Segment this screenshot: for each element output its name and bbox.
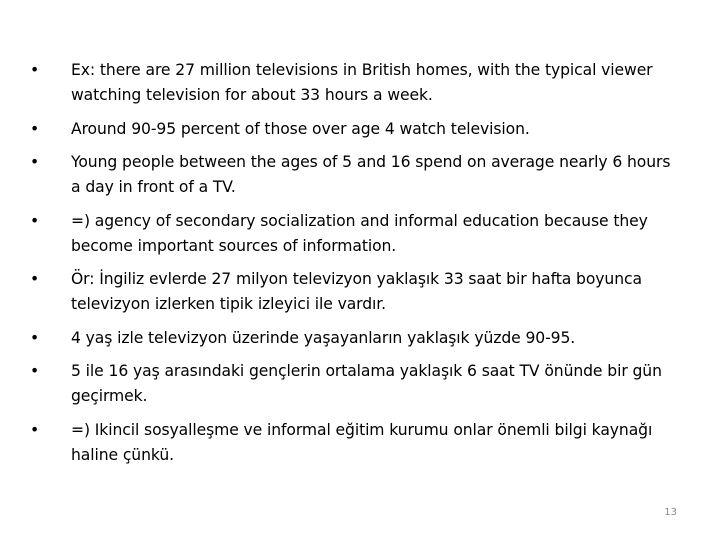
list-item-text: Around 90-95 percent of those over age 4 watch television.: [71, 119, 530, 138]
list-item: [30, 58, 680, 108]
bullet-list: [30, 58, 680, 476]
list-item-text: Ör: İngiliz evlerde 27 milyon televizyon yaklaşık 33 saat bir hafta boyunca televizyon izlerken tipik izleyici ile vardır.: [71, 270, 642, 313]
list-item: [30, 267, 680, 317]
bullet-icon: •: [30, 153, 40, 171]
bullet-icon: •: [30, 61, 40, 79]
list-item: [30, 117, 680, 142]
list-item: [30, 209, 680, 259]
list-item: [30, 418, 680, 468]
page-number: 13: [664, 507, 677, 518]
list-item-text: Ex: there are 27 million televisions in British homes, with the typical viewer watching television for about 33 hours a week.: [71, 61, 653, 104]
bullet-icon: •: [30, 362, 40, 380]
bullet-icon: •: [30, 270, 40, 288]
list-item-text: 5 ile 16 yaş arasındaki gençlerin ortalama yaklaşık 6 saat TV önünde bir gün geçirmek.: [71, 362, 662, 405]
bullet-icon: •: [30, 119, 40, 138]
bullet-icon: •: [30, 420, 40, 439]
list-item-text: =) Ikincil sosyalleşme ve informal eğitim kurumu onlar önemli bilgi kaynağı haline çünkü.: [71, 420, 653, 464]
list-item-text: Young people between the ages of 5 and 16 spend on average nearly 6 hours a day in front of a TV.: [71, 153, 671, 196]
list-item: [30, 150, 680, 200]
list-item-text: =) agency of secondary socialization and informal education because they become important sources of information.: [71, 211, 648, 255]
list-item: [30, 359, 680, 409]
list-item-text: 4 yaş izle televizyon üzerinde yaşayanların yaklaşık yüzde 90-95.: [71, 328, 576, 347]
list-item: [30, 326, 680, 351]
bullet-icon: •: [30, 211, 40, 230]
bullet-icon: •: [30, 328, 40, 347]
